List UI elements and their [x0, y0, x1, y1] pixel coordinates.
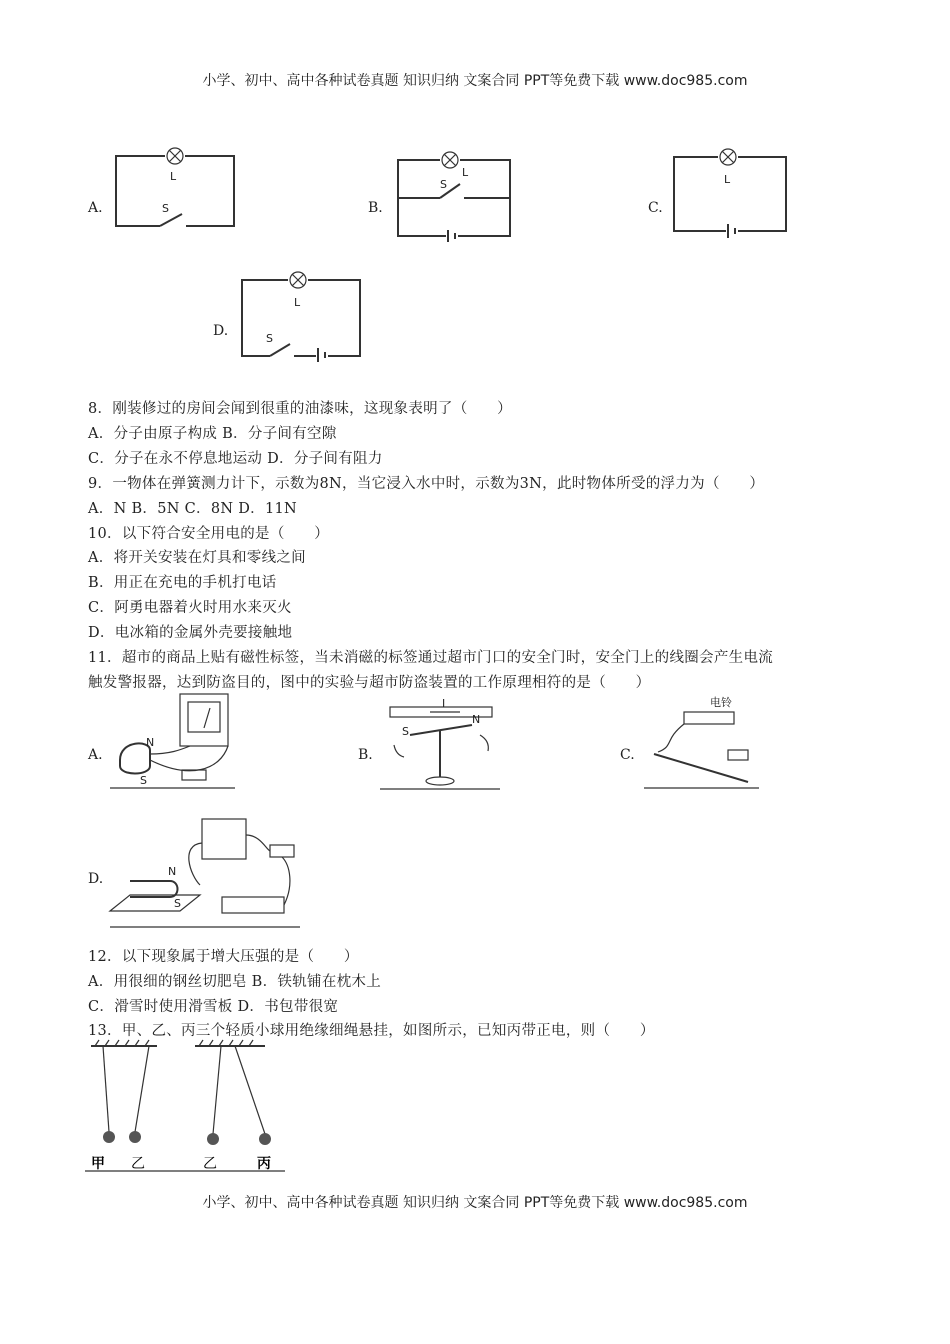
q13-pendulum-figure	[85, 1040, 285, 1175]
q11-option-a-label: A.	[88, 747, 103, 763]
q7-circuit-a	[110, 140, 240, 245]
q11-option-c-label: C.	[620, 747, 635, 763]
q11-stem-1: 11．超市的商品上贴有磁性标签，当未消磁的标签通过超市门口的安全门时，安全门上的线圈会产生电流	[88, 650, 774, 666]
svg-text:S: S	[266, 332, 273, 345]
q7-circuit-d	[236, 268, 366, 363]
q9-stem: 9．一物体在弹簧测力计下，示数为8N，当它浸入水中时，示数为3N，此时物体所受的浮力为（ ）	[88, 476, 765, 492]
svg-text:N: N	[472, 713, 481, 726]
svg-text:乙: 乙	[203, 1156, 217, 1172]
page-footer: 小学、初中、高中各种试卷真题 知识归纳 文案合同 PPT等免费下载 www.doc985.com	[202, 1195, 748, 1211]
q10-option-b: B．用正在充电的手机打电话	[88, 575, 277, 591]
q7-circuit-c	[668, 145, 793, 245]
svg-text:S: S	[140, 774, 147, 787]
q7-option-b-label: B.	[368, 200, 383, 216]
svg-text:N: N	[168, 865, 177, 878]
q10-option-d: D．电冰箱的金属外壳要接触地	[88, 625, 293, 641]
ball-yi-2	[207, 1133, 219, 1145]
svg-text:N: N	[146, 736, 155, 749]
q9-options: A．N B．5N C．8N D．11N	[88, 501, 298, 517]
q11-figure-b	[380, 695, 500, 790]
q11-option-d-label: D.	[88, 871, 104, 887]
q8-stem: 8．刚装修过的房间会闻到很重的油漆味，这现象表明了（ ）	[88, 401, 512, 417]
q11-figure-d	[110, 815, 300, 930]
svg-text:S: S	[402, 725, 409, 738]
q11-figure-c	[644, 690, 759, 790]
ball-jia	[103, 1131, 115, 1143]
q7-option-d-label: D.	[213, 323, 229, 339]
q7-circuit-b	[392, 148, 517, 243]
q12-stem: 12．以下现象属于增大压强的是（ ）	[88, 949, 359, 965]
q7-option-a-label: A.	[88, 200, 103, 216]
q13-stem: 13．甲、乙、丙三个轻质小球用绝缘细绳悬挂，如图所示，已知丙带正电，则（ ）	[88, 1023, 655, 1039]
svg-text:丙: 丙	[257, 1156, 271, 1172]
q11-stem-2: 触发警报器，达到防盗目的，图中的实验与超市防盗装置的工作原理相符的是（ ）	[88, 675, 651, 691]
switch-label: S	[162, 202, 169, 215]
svg-text:L: L	[294, 296, 301, 309]
svg-text:L: L	[462, 166, 469, 179]
q10-option-c: C．阿勇电器着火时用水来灭火	[88, 600, 292, 616]
q8-options-2: C．分子在永不停息地运动 D．分子间有阻力	[88, 451, 383, 467]
ball-yi-1	[129, 1131, 141, 1143]
svg-text:S: S	[174, 897, 181, 910]
q11-option-b-label: B.	[358, 747, 373, 763]
svg-text:电铃: 电铃	[710, 696, 732, 709]
q10-option-a: A．将开关安装在灯具和零线之间	[88, 550, 306, 566]
svg-text:甲: 甲	[91, 1156, 105, 1172]
q7-option-c-label: C.	[648, 200, 663, 216]
page-header: 小学、初中、高中各种试卷真题 知识归纳 文案合同 PPT等免费下载 www.doc985.com	[202, 73, 748, 89]
svg-text:I: I	[442, 697, 446, 710]
svg-text:乙: 乙	[131, 1156, 145, 1172]
q10-stem: 10．以下符合安全用电的是（ ）	[88, 526, 330, 542]
ball-bing	[259, 1133, 271, 1145]
q12-options-1: A．用很细的钢丝切肥皂 B．铁轨铺在枕木上	[88, 974, 382, 990]
q8-options-1: A．分子由原子构成 B．分子间有空隙	[88, 426, 337, 442]
lamp-label: L	[170, 170, 177, 183]
svg-text:S: S	[440, 178, 447, 191]
q12-options-2: C．滑雪时使用滑雪板 D．书包带很宽	[88, 999, 339, 1015]
q11-figure-a	[110, 690, 235, 790]
svg-text:L: L	[724, 173, 731, 186]
